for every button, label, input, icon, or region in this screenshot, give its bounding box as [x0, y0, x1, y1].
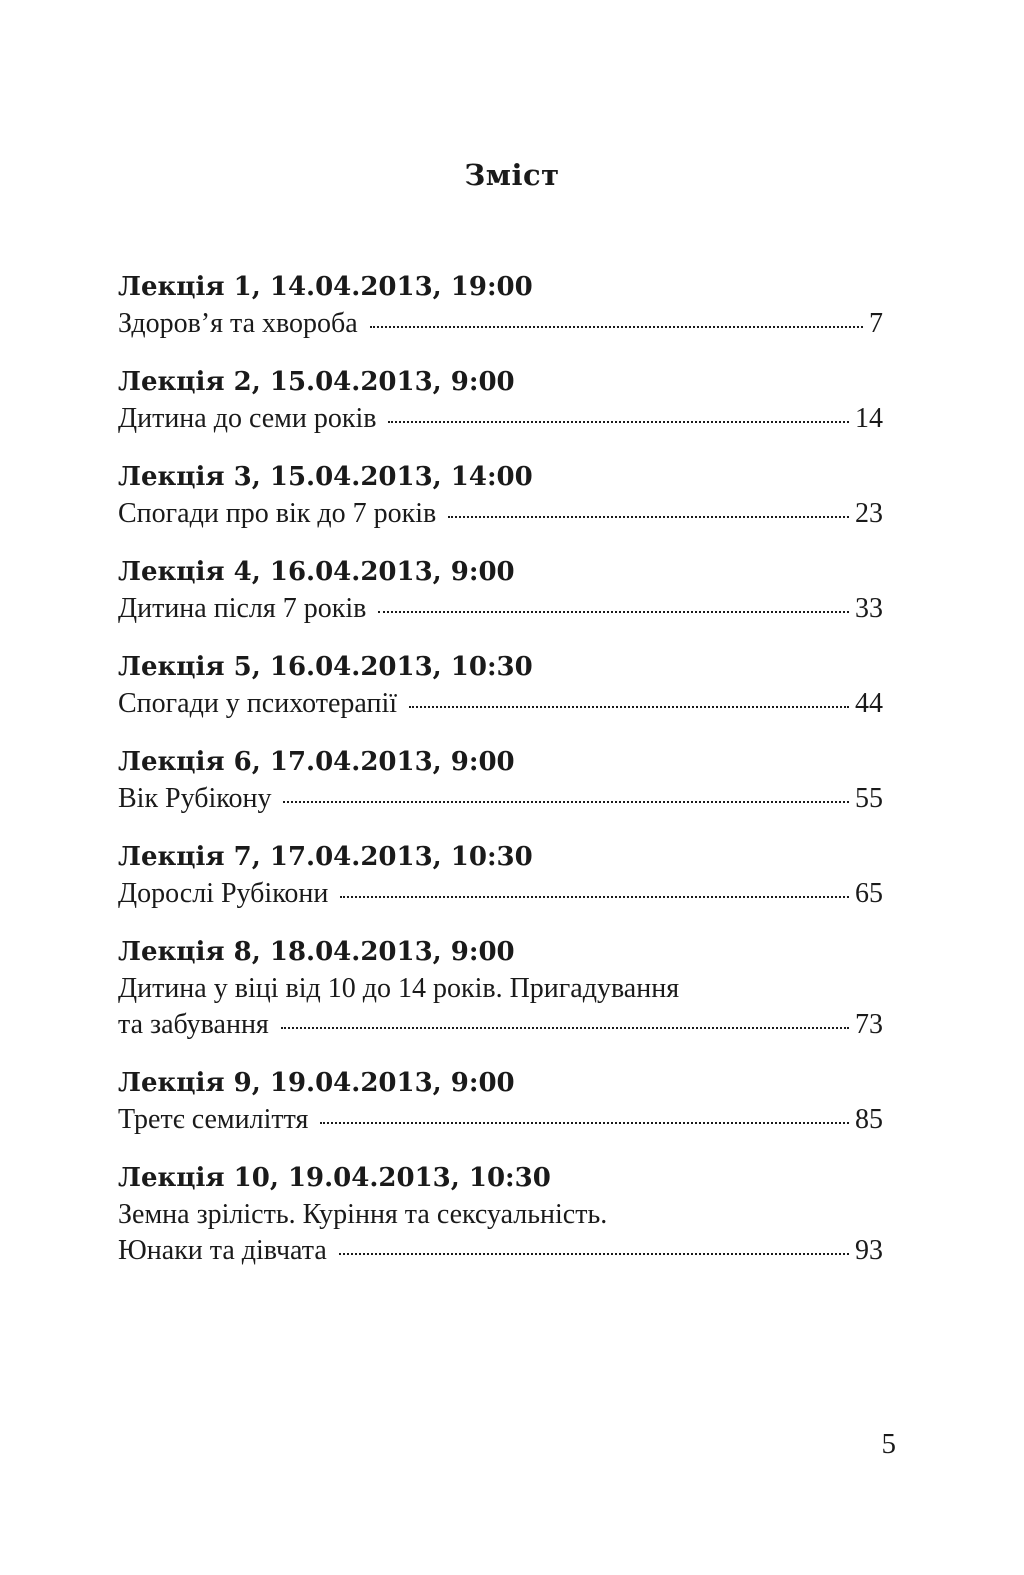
lecture-heading: Лекція 8, 18.04.2013, 9:00 — [118, 937, 515, 967]
dot-leader — [378, 611, 849, 613]
toc-entry — [118, 458, 883, 532]
toc-line — [118, 496, 883, 532]
page-ref: 85 — [855, 1104, 883, 1135]
dot-leader — [340, 896, 849, 898]
lecture-title: Дорослі Рубікони — [118, 878, 329, 909]
toc-entry — [118, 838, 883, 912]
lecture-title: Третє семиліття — [118, 1104, 309, 1135]
dot-leader — [281, 1027, 849, 1029]
lecture-title: Юнаки та дівчата — [118, 1235, 327, 1266]
toc-line — [118, 686, 883, 722]
page-ref: 93 — [855, 1235, 883, 1266]
toc-line — [118, 401, 883, 437]
lecture-title: Здоров’я та хвороба — [118, 308, 358, 339]
page-title: Зміст — [464, 158, 560, 192]
dot-leader — [388, 421, 849, 423]
page-ref: 44 — [855, 688, 883, 719]
toc-entry — [118, 648, 883, 722]
toc-entry — [118, 268, 883, 342]
table-of-contents — [118, 268, 883, 1290]
lecture-heading: Лекція 9, 19.04.2013, 9:00 — [118, 1068, 515, 1098]
lecture-title: Спогади про вік до 7 років — [118, 498, 437, 529]
toc-line — [118, 781, 883, 817]
lecture-title: Спогади у психотерапії — [118, 688, 398, 719]
page-ref: 65 — [855, 878, 883, 909]
toc-line — [118, 1007, 883, 1043]
dot-leader — [448, 516, 849, 518]
lecture-title-line: Земна зрілість. Куріння та сексуальність. — [118, 1199, 608, 1230]
page-ref: 23 — [855, 498, 883, 529]
lecture-title: Дитина після 7 років — [118, 593, 367, 624]
toc-line — [118, 591, 883, 627]
lecture-title: Вік Рубікону — [118, 783, 272, 814]
toc-line — [118, 1102, 883, 1138]
toc-entry — [118, 1159, 883, 1269]
lecture-heading: Лекція 1, 14.04.2013, 19:00 — [118, 272, 533, 302]
dot-leader — [283, 801, 849, 803]
lecture-heading: Лекція 3, 15.04.2013, 14:00 — [118, 462, 533, 492]
toc-line — [118, 876, 883, 912]
toc-line — [118, 1233, 883, 1269]
lecture-heading: Лекція 5, 16.04.2013, 10:30 — [118, 652, 533, 682]
page-ref: 14 — [855, 403, 883, 434]
lecture-title: та забування — [118, 1009, 269, 1040]
lecture-heading: Лекція 10, 19.04.2013, 10:30 — [118, 1163, 551, 1193]
toc-entry — [118, 743, 883, 817]
toc-entry — [118, 553, 883, 627]
toc-line — [118, 306, 883, 342]
lecture-heading: Лекція 6, 17.04.2013, 9:00 — [118, 747, 515, 777]
toc-entry — [118, 1064, 883, 1138]
lecture-title-line: Дитина у віці від 10 до 14 років. Пригадування — [118, 973, 680, 1004]
dot-leader — [339, 1253, 849, 1255]
page-ref: 55 — [855, 783, 883, 814]
page-ref: 7 — [869, 308, 883, 339]
dot-leader — [409, 706, 849, 708]
lecture-heading: Лекція 2, 15.04.2013, 9:00 — [118, 367, 515, 397]
page-number: 5 — [881, 1428, 896, 1460]
lecture-heading: Лекція 7, 17.04.2013, 10:30 — [118, 842, 533, 872]
dot-leader — [370, 326, 863, 328]
dot-leader — [320, 1122, 849, 1124]
toc-entry — [118, 933, 883, 1043]
lecture-title: Дитина до семи років — [118, 403, 377, 434]
lecture-heading: Лекція 4, 16.04.2013, 9:00 — [118, 557, 515, 587]
page-ref: 73 — [855, 1009, 883, 1040]
page-ref: 33 — [855, 593, 883, 624]
toc-entry — [118, 363, 883, 437]
